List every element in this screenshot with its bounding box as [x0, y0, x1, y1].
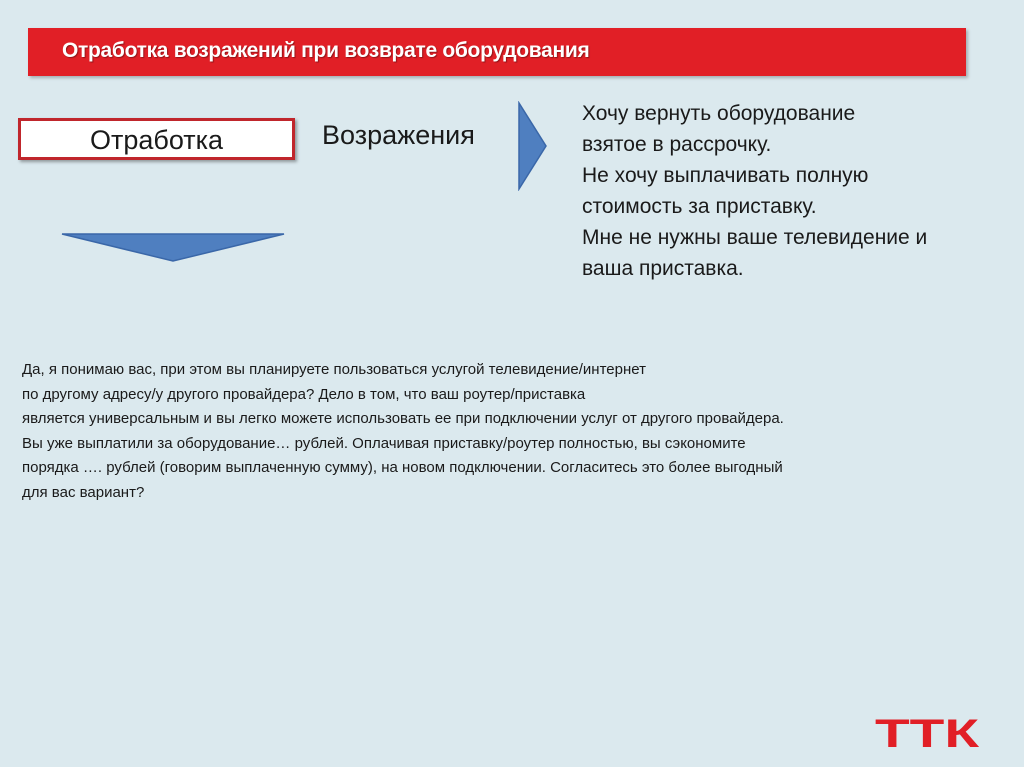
response-line: по другому адресу/у другого провайдера? Дело в том, что ваш роутер/приставка [22, 385, 586, 403]
response-line: является универсальным и вы легко можете использовать ее при подключении услуг от другого провайдера. [22, 410, 784, 427]
handling-label: Отработка [89, 125, 224, 155]
response-line: Вы уже выплатили за оборудование… рублей. Оплачивая приставку/роутер полностью, вы сэкономите [22, 434, 746, 452]
response-line: Да, я понимаю вас, при этом вы планируете пользоваться услугой телевидение/интернет [22, 361, 646, 378]
slide-title: Отработка возражений при возврате оборудования [62, 39, 590, 62]
objection-line: ваша приставка. [582, 257, 744, 280]
chevron-down-arrow-icon [60, 230, 286, 264]
objection-line: стоимость за приставку. [582, 195, 817, 218]
ttk-logo [874, 715, 980, 751]
chevron-right-arrow-icon [515, 101, 549, 191]
objection-text [582, 98, 1002, 284]
logo-text: ТТК [875, 715, 980, 751]
objection-line: взятое в рассрочку. [582, 133, 772, 156]
response-script [22, 358, 992, 505]
objections-label: Возражения [322, 120, 475, 150]
objection-line: Не хочу выплачивать полную [582, 164, 869, 187]
response-line: порядка …. рублей (говорим выплаченную сумму), на новом подключении. Согласитесь это более выгодный [22, 459, 783, 476]
response-line: для вас вариант? [22, 483, 145, 501]
title-bar [28, 28, 966, 76]
objection-line: Хочу вернуть оборудование [582, 102, 856, 125]
handling-label-box [18, 118, 295, 160]
objection-line: Мне не нужны ваше телевидение и [582, 226, 928, 249]
